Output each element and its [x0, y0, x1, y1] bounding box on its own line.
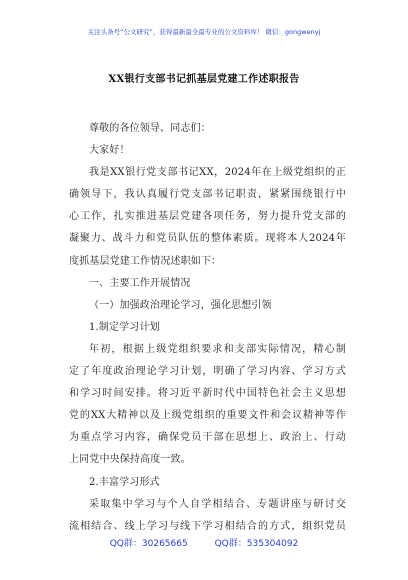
body-line: 确领导下，我认真履行党支部书记职责，紧紧围绕银行中 — [69, 189, 346, 201]
body-line: 我是XX银行党支部书记XX，2024年在上级党组织的正 — [89, 167, 346, 179]
footer-qq-group-2: QQ群：535304092 — [214, 539, 299, 549]
document-body — [69, 118, 346, 538]
body-line: 年初，根据上级党组织要求和支部实际情况，精心制 — [89, 343, 346, 355]
document-title: XX银行支部书记抓基层党建工作述职报告 — [108, 74, 300, 85]
body-line: 上同党中央保持高度一致。 — [69, 454, 191, 466]
body-line: 一、主要工作开展情况 — [89, 277, 191, 289]
footer-qq-group-1: QQ群：30265665 — [109, 539, 188, 549]
body-line: 度抓基层党建工作情况述职如下： — [69, 255, 222, 267]
header-banner: 关注头条号“公文研究”，获得最新最全最专业的公文资料库！ 微信：gongwenyj — [87, 28, 321, 36]
body-line: 1.制定学习计划 — [89, 321, 160, 333]
body-line: 为重点学习内容，确保党员干部在思想上、政治上、行动 — [69, 432, 346, 444]
body-line: 党的XX大精神以及上级党组织的重要文件和会议精神等作 — [69, 410, 346, 422]
body-line: 采取集中学习与个人自学相结合、专题讲座与研讨交 — [89, 498, 346, 510]
body-line: 大家好！ — [89, 145, 130, 157]
body-line: （一）加强政治理论学习，强化思想引领 — [89, 299, 272, 311]
body-line: 定了年度政治理论学习计划，明确了学习内容、学习方式 — [69, 366, 346, 378]
footer-contact — [0, 536, 408, 549]
body-line: 2.丰富学习形式 — [89, 476, 160, 488]
body-line: 和学习时间安排。将习近平新时代中国特色社会主义思想 — [69, 388, 346, 400]
body-line: 流相结合、线上学习与线下学习相结合的方式，组织党员 — [69, 520, 346, 532]
body-line: 凝聚力、战斗力和党员队伍的整体素质。现将本人2024年 — [69, 233, 346, 245]
body-line: 心工作，扎实推进基层党建各项任务，努力提升党支部的 — [69, 211, 346, 223]
body-line: 尊敬的各位领导、同志们： — [89, 123, 211, 134]
